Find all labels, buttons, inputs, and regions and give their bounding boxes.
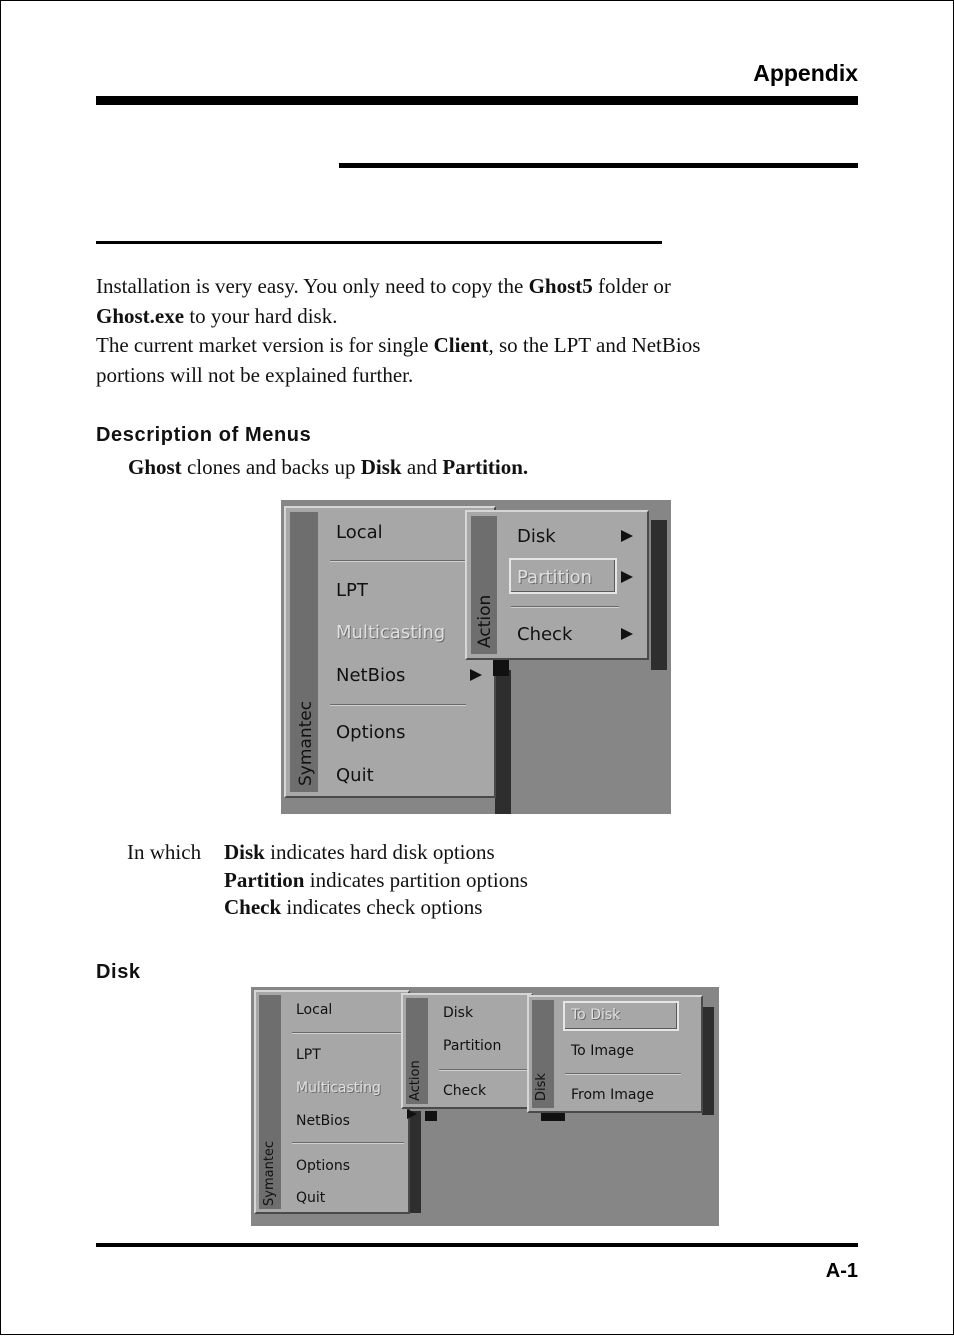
menu-item-multicasting: Multicasting	[336, 622, 446, 643]
symantec-label: Symantec	[262, 1140, 277, 1206]
check-arrow-icon	[621, 628, 633, 640]
page-number: A-1	[825, 1260, 858, 1282]
symantec-label: Symantec	[296, 700, 316, 786]
submenu-anchor	[425, 1111, 437, 1121]
action-item-check[interactable]: Check	[517, 624, 573, 645]
disk-submenu	[527, 995, 703, 1113]
menu-item-netbios[interactable]: NetBios	[336, 665, 406, 686]
ghost-exe-term: Ghost.exe	[96, 303, 185, 328]
menu-separator	[330, 560, 466, 562]
menu-separator	[292, 1032, 404, 1034]
menu-shadow	[495, 670, 511, 814]
which-row-disk: Disk indicates hard disk options	[224, 840, 495, 864]
which-row-check: Check indicates check options	[224, 895, 483, 919]
disk-submenu-anchor	[541, 1113, 565, 1121]
menus-description: Ghost clones and backs up Disk and Partition.	[128, 455, 529, 479]
which-lead: In which	[127, 840, 202, 864]
menu-separator	[565, 1073, 681, 1075]
client-term: Client	[433, 333, 489, 357]
action-item-partition[interactable]: Partition	[443, 1038, 502, 1054]
partition-arrow-icon	[621, 571, 633, 583]
chapter-rule	[339, 163, 858, 168]
menu-item-multicasting: Multicasting	[296, 1080, 381, 1096]
main-menu	[254, 990, 410, 1214]
ghost-menu-screenshot	[281, 500, 671, 814]
header-title: Appendix	[753, 60, 858, 86]
action-item-partition[interactable]: Partition	[517, 567, 593, 588]
menu-separator	[330, 704, 466, 706]
action-item-disk[interactable]: Disk	[517, 526, 556, 547]
action-label: Action	[408, 1060, 423, 1101]
netbios-arrow-icon	[470, 669, 482, 681]
ghost5-term: Ghost5	[528, 274, 593, 298]
disk-menu-screenshot	[251, 987, 719, 1226]
action-item-check[interactable]: Check	[443, 1083, 487, 1099]
menu-separator	[292, 1142, 404, 1144]
menu-item-quit[interactable]: Quit	[296, 1190, 326, 1206]
submenu-shadow	[702, 1007, 714, 1115]
header-rule	[96, 96, 858, 105]
submenu-shadow	[651, 520, 667, 670]
menu-item-netbios[interactable]: NetBios	[296, 1113, 350, 1129]
menu-item-local[interactable]: Local	[336, 522, 383, 543]
menus-heading: Description of Menus	[96, 424, 312, 446]
menu-item-quit[interactable]: Quit	[336, 765, 374, 786]
action-label: Action	[475, 594, 495, 648]
footer-rule	[96, 1243, 858, 1247]
menu-separator	[439, 1069, 529, 1071]
disk-label: Disk	[534, 1073, 549, 1101]
disk-item-from-image[interactable]: From Image	[571, 1087, 654, 1103]
menu-separator	[511, 606, 619, 608]
disk-arrow-icon	[621, 530, 633, 542]
menu-item-local[interactable]: Local	[296, 1002, 333, 1018]
menu-item-lpt[interactable]: LPT	[336, 580, 368, 601]
action-submenu	[401, 993, 533, 1109]
action-item-disk[interactable]: Disk	[443, 1005, 474, 1021]
netbios-arrow-icon	[407, 1109, 417, 1119]
menu-item-options[interactable]: Options	[296, 1158, 351, 1174]
submenu-anchor	[493, 660, 509, 676]
menu-item-lpt[interactable]: LPT	[296, 1047, 321, 1063]
disk-heading: Disk	[96, 961, 141, 983]
which-row-partition: Partition indicates partition options	[224, 868, 528, 892]
section-rule	[96, 241, 662, 244]
disk-item-to-image[interactable]: To Image	[571, 1043, 635, 1059]
intro-paragraph: Installation is very easy. You only need to copy the Ghost5 folder or Ghost.exe to your hard disk. The current market version is for single Client, so the LPT and NetBios portions will not be explained further.	[96, 274, 701, 387]
action-submenu	[465, 510, 649, 660]
disk-item-to-disk[interactable]: To Disk	[571, 1007, 621, 1023]
menu-item-options[interactable]: Options	[336, 722, 406, 743]
